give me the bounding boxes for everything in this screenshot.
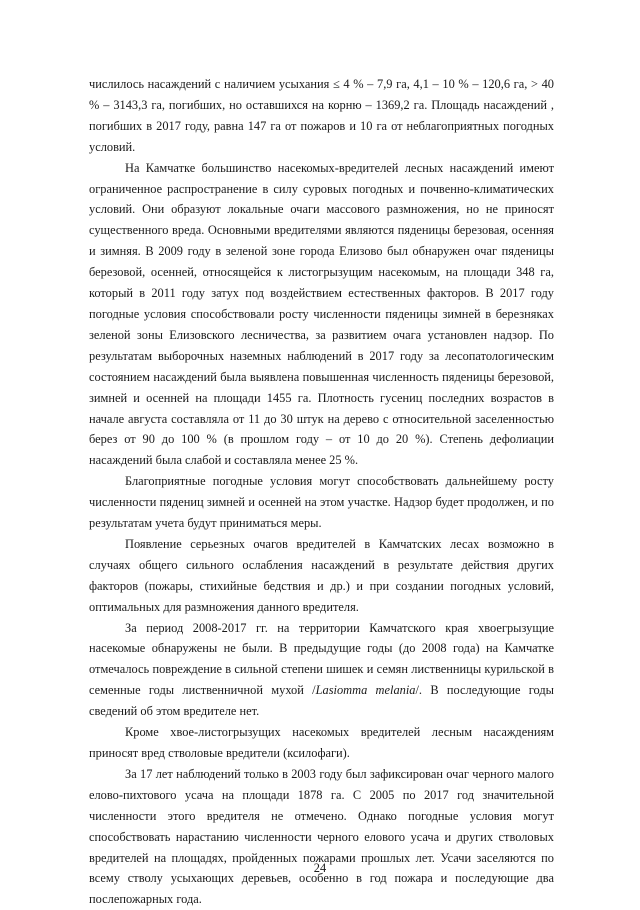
paragraph-5-text-start: За период 2008-2017 гг. на территории Камчатского края хвоегрызущие насекомые обнаружены не были. В предыдущие годы (до 2008 года) на Камчатке отмечалось повреждение в сильной степени шишек и семян лиственницы курильской в семенные годы лиственничной мухой / (89, 620, 554, 698)
paragraph-2 (89, 158, 554, 472)
paragraph-6 (89, 722, 554, 764)
paragraph-3-text: Благоприятные погодные условия могут способствовать дальнейшему росту численности пядениц зимней и осенней на этом участке. Надзор будет продолжен, и по результатам учета будут приниматься меры. (89, 474, 554, 531)
paragraph-3 (89, 471, 554, 534)
paragraph-4-text: Появление серьезных очагов вредителей в Камчатских лесах возможно в случаях общего сильного ослабления насаждений в результате действия других факторов (пожары, стихийные бедствия и др.) и при создании погодных условий, оптимальных для размножения данного вредителя. (89, 536, 554, 614)
paragraph-1-text: числилось насаждений с наличием усыхания ≤ 4 % – 7,9 га, 4,1 – 10 % – 120,6 га, > 40 % – 3143,3 га, погибших, но оставшихся на корню – 1369,2 га. Площадь насаждений , погибших в 2017 году, равна 147 га от пожаров и 10 га от неблагоприятных погодных условий. (89, 77, 554, 154)
paragraph-7 (89, 764, 554, 910)
paragraph-4 (89, 534, 554, 618)
paragraph-5 (89, 618, 554, 723)
species-name-latin: Lasiomma melania (315, 683, 416, 698)
paragraph-7-text: За 17 лет наблюдений только в 2003 году был зафиксирован очаг черного малого елово-пихтового усача на площади 1878 га. С 2005 по 2017 год значительной численности этого вредителя не отмечено. Однако погодные условия могут способствовать нарастанию численности черного елового усача и других стволовых вредителей на площадях, пройденных пожарами прошлых лет. Усачи заселяются по всему стволу усыхающих деревьев, особенно в год пожара и последующие два послепожарных года. (89, 766, 554, 907)
paragraph-1 (89, 74, 554, 158)
paragraph-2-text: На Камчатке большинство насекомых-вредителей лесных насаждений имеют ограниченное распространение в силу суровых погодных и почвенно-климатических условий. Они образуют локальные очаги массового размножения, но не приносят существенного вреда. Основными вредителями являются пяденицы березовая, осенняя и зимняя. В 2009 году в зеленой зоне города Елизово был обнаружен очаг пяденицы березовой, осенней, относящейся к листогрызущим насекомым, на площади 348 га, который в 2011 году затух под воздействием естественных факторов. В 2017 году погодные условия способствовали росту численности пяденицы зимней в березняках зеленой зоны Елизовского лесничества, за развитием очага установлен надзор. По результатам выборочных наземных наблюдений в 2017 году за лесопатологическим состоянием насаждений была выявлена повышенная численность пяденицы березовой, зимней и осенней на площади 1455 га. Плотность гусениц последних возрастов в начале августа составляла от 11 до 30 штук на дерево с относительной заселенностью берез от 90 до 100 % (в прошлом году – от 10 до 20 %). Степень дефолиации насаждений была слабой и составляла менее 25 %. (89, 160, 554, 468)
paragraph-5-text-end: /. В последующие годы сведений об этом вредителе нет. (89, 683, 555, 719)
document-body (89, 74, 554, 910)
page-number: 24 (313, 861, 327, 875)
paragraph-6-text: Кроме хвое-листогрызущих насекомых вредителей лесным насаждениям приносят вред стволовые вредители (ксилофаги). (89, 725, 554, 760)
